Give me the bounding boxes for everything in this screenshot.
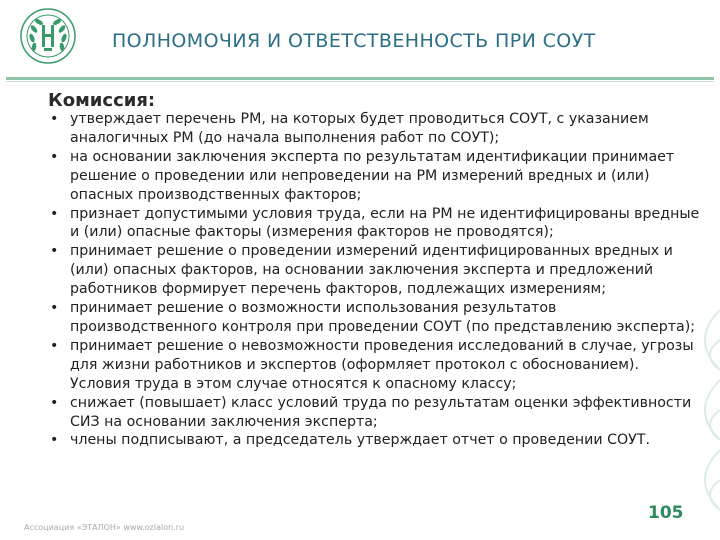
- section-heading: Комиссия:: [48, 90, 156, 111]
- list-item: • снижает (повышает) класс условий труда по результатам оценки эффективности СИЗ на основании заключения эксперта;: [50, 394, 700, 432]
- list-item: • утверждает перечень РМ, на которых будет проводиться СОУТ, с указанием аналогичных РМ (до начала выполнения работ по СОУТ);: [50, 110, 700, 148]
- list-item: • члены подписывают, а председатель утверждает отчет о проведении СОУТ.: [50, 431, 700, 450]
- list-item: • принимает решение о невозможности проведения исследований в случае, угрозы для жизни работников и экспертов (оформляет протокол с обоснованием). Условия труда в этом случае относятся к опасному классу;: [50, 337, 700, 394]
- list-item: • признает допустимыми условия труда, если на РМ не идентифицированы вредные и (или) опасные факторы (измерения факторов не проводятся);: [50, 205, 700, 243]
- list-item: • принимает решение о возможности использования результатов производственного контроля при проведении СОУТ (по представлению эксперта);: [50, 299, 700, 337]
- list-item: • принимает решение о проведении измерений идентифицированных вредных и (или) опасных факторов, на основании заключения эксперта и предложений работников формирует перечень факторов, подлежащих измерениям;: [50, 242, 700, 299]
- responsibilities-list: [50, 110, 700, 450]
- list-item: • на основании заключения эксперта по результатам идентификации принимает решение о проведении или непроведении на РМ измерений вредных и (или) опасных производственных факторов;: [50, 148, 700, 205]
- header-divider-thin: [6, 81, 714, 82]
- footer-organization: Ассоциация «ЭТАЛОН» www.ozlalon.ru: [24, 523, 185, 532]
- page-title: ПОЛНОМОЧИЯ И ОТВЕТСТВЕННОСТЬ ПРИ СОУТ: [112, 30, 596, 52]
- wreath-emblem-icon: [20, 8, 76, 64]
- header-divider: [6, 77, 714, 80]
- page-number: 105: [648, 503, 684, 523]
